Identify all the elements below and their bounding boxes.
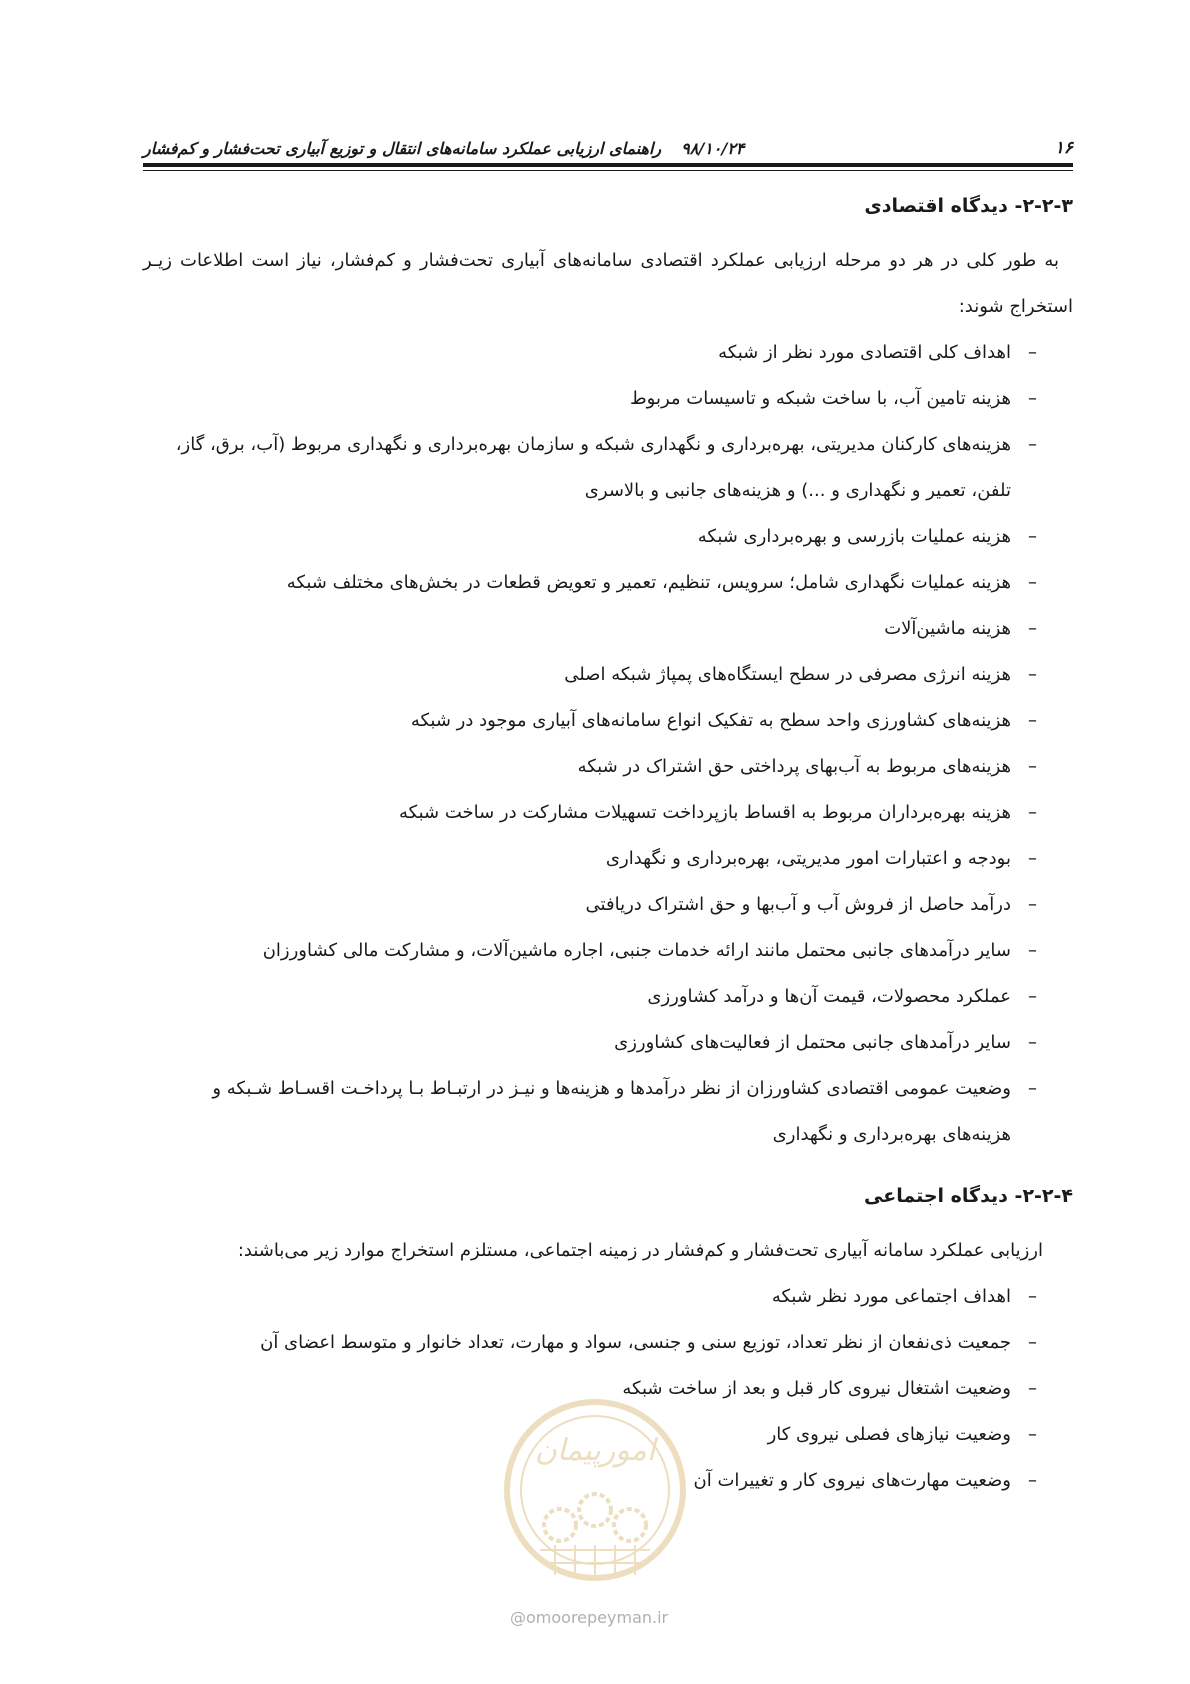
section-heading-social: ۲-۲-۴- دیدگاه اجتماعی	[864, 1185, 1073, 1207]
list-dash: –	[1028, 848, 1037, 869]
list-dash: –	[1028, 434, 1037, 455]
watermark-logo-icon	[500, 1385, 690, 1595]
list-item-text: درآمد حاصل از فروش آب و آب‌بها و حق اشتراک دریافتی	[585, 894, 1011, 915]
list-dash: –	[1028, 1078, 1037, 1099]
list-item-text: وضعیت اشتغال نیروی کار قبل و بعد از ساخت شبکه	[622, 1378, 1011, 1399]
list-item-text: هزینه بهره‌برداران مربوط به اقساط بازپرداخت تسهیلات مشارکت در ساخت شبکه	[399, 802, 1011, 823]
list-item	[143, 560, 1073, 606]
list-item-text: هزینه ماشین‌آلات	[884, 618, 1011, 639]
list-item-text: هزینه عملیات نگهداری شامل؛ سرویس، تنظیم، تعمیر و تعویض قطعات در بخش‌های مختلف شبکه	[286, 572, 1011, 593]
list-item-text: سایر درآمدهای جانبی محتمل مانند ارائه خدمات جنبی، اجاره ماشین‌آلات، و مشارکت مالی کشاورزان	[262, 940, 1011, 961]
section-intro-social: ارزیابی عملکرد سامانه آبیاری تحت‌فشار و کم‌فشار در زمینه اجتماعی، مستلزم استخراج موارد زیر می‌باشند:	[237, 1240, 1043, 1261]
list-item	[143, 1066, 1073, 1158]
header-title-group	[1055, 138, 1073, 158]
section-heading-economic: ۲-۲-۳- دیدگاه اقتصادی	[864, 195, 1073, 217]
list-item-text: اهداف کلی اقتصادی مورد نظر از شبکه	[718, 342, 1011, 363]
list-item-text: وضعیت مهارت‌های نیروی کار و تغییرات آن	[693, 1470, 1011, 1491]
list-dash: –	[1028, 342, 1037, 363]
list-item-text: سایر درآمدهای جانبی محتمل از فعالیت‌های کشاورزی	[614, 1032, 1011, 1053]
list-item	[143, 422, 1073, 514]
list-dash: –	[1028, 1470, 1037, 1491]
main-content	[143, 190, 1073, 1504]
header-page-number: ۱۶	[1054, 138, 1073, 158]
list-item-text: وضعیت عمومی اقتصادی کشاورزان از نظر درآمدها و هزینه‌ها و نیـز در ارتبـاط بـا پرداخـت اقسـاط شـبکه و هزینه‌های بهره‌برداری و نگهداری	[212, 1078, 1011, 1145]
header-right-group	[143, 139, 744, 158]
list-dash: –	[1028, 940, 1037, 961]
header-rule-thin	[143, 170, 1073, 171]
list-dash: –	[1028, 1378, 1037, 1399]
list-item	[143, 330, 1073, 376]
list-dash: –	[1028, 1286, 1037, 1307]
list-item	[143, 606, 1073, 652]
economic-item-list	[143, 330, 1073, 1158]
header-rule-thick	[143, 163, 1073, 167]
list-dash: –	[1028, 802, 1037, 823]
list-dash: –	[1028, 894, 1037, 915]
list-item-text: جمعیت ذی‌نفعان از نظر تعداد، توزیع سنی و جنسی، سواد و مهارت، تعداد خانوار و متوسط اعضای آن	[260, 1332, 1011, 1353]
list-dash: –	[1028, 664, 1037, 685]
list-dash: –	[1028, 986, 1037, 1007]
list-item	[143, 1320, 1073, 1366]
list-item-text: عملکرد محصولات، قیمت آن‌ها و درآمد کشاورزی	[647, 986, 1011, 1007]
list-dash: –	[1028, 756, 1037, 777]
list-item	[143, 836, 1073, 882]
list-dash: –	[1028, 1424, 1037, 1445]
list-item	[143, 974, 1073, 1020]
list-dash: –	[1028, 572, 1037, 593]
list-item-text: هزینه عملیات بازرسی و بهره‌برداری شبکه	[697, 526, 1011, 547]
section-intro-economic: به طور کلی در هر دو مرحله ارزیابی عملکرد اقتصادی سامانه‌های آبیاری تحت‌فشار و کم‌فشار، نیاز است اطلاعات زیـر استخراج شوند:	[143, 250, 1073, 317]
list-item-text: هزینه‌های مربوط به آب‌بهای پرداختی حق اشتراک در شبکه	[577, 756, 1011, 777]
list-item	[143, 376, 1073, 422]
list-dash: –	[1028, 388, 1037, 409]
watermark-url: @omoorepeyman.ir	[510, 1608, 669, 1627]
list-dash: –	[1028, 618, 1037, 639]
list-dash: –	[1028, 1032, 1037, 1053]
list-dash: –	[1028, 710, 1037, 731]
list-item	[143, 744, 1073, 790]
header-date: ۹۸/۱۰/۲۴	[681, 139, 745, 158]
list-item	[143, 882, 1073, 928]
list-dash: –	[1028, 526, 1037, 547]
list-item	[143, 514, 1073, 560]
list-item	[143, 652, 1073, 698]
list-item	[143, 928, 1073, 974]
list-item-text: بودجه و اعتبارات امور مدیریتی، بهره‌برداری و نگهداری	[605, 848, 1011, 869]
list-item-text: هزینه تامین آب، با ساخت شبکه و تاسیسات مربوط	[630, 388, 1011, 409]
list-item-text: هزینه انرژی مصرفی در سطح ایستگاه‌های پمپاژ شبکه اصلی	[564, 664, 1011, 685]
list-dash: –	[1028, 1332, 1037, 1353]
header-title: راهنمای ارزیابی عملکرد سامانه‌های انتقال و توزیع آبیاری تحت‌فشار و کم‌فشار	[143, 139, 662, 158]
running-header	[143, 128, 1073, 158]
list-item-text: هزینه‌های کشاورزی واحد سطح به تفکیک انواع سامانه‌های آبیاری موجود در شبکه	[410, 710, 1011, 731]
list-item	[143, 698, 1073, 744]
list-item	[143, 790, 1073, 836]
watermark-logo-text: امورپیمان	[534, 1433, 656, 1468]
list-item-text: هزینه‌های کارکنان مدیریتی، بهره‌برداری و نگهداری شبکه و سازمان بهره‌برداری و نگهداری مربوط (آب، برق، گاز، تلفن، تعمیر و نگهداری و ...) و هزینه‌های جانبی و بالاسری	[175, 434, 1011, 501]
list-item-text: اهداف اجتماعی مورد نظر شبکه	[771, 1286, 1011, 1307]
list-item	[143, 1274, 1073, 1320]
list-item-text: وضعیت نیازهای فصلی نیروی کار	[767, 1424, 1011, 1445]
list-item	[143, 1020, 1073, 1066]
